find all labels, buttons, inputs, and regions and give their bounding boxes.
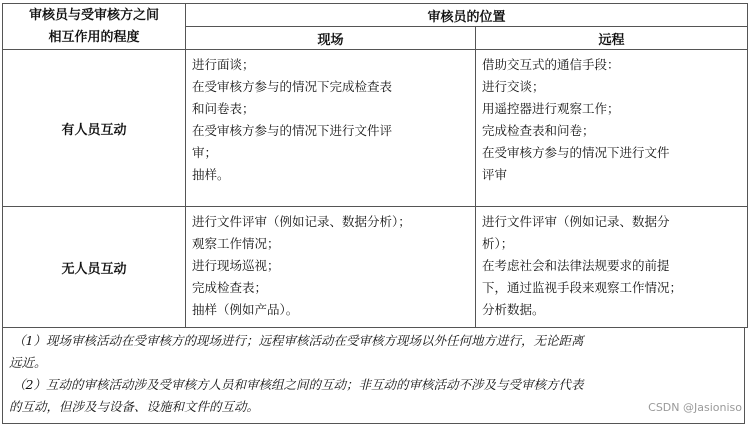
text-line: 在考虑社会和法律法规要求的前提	[482, 258, 670, 273]
column-header-remote: 远程	[476, 27, 748, 50]
footnote-line: （1）现场审核活动在受审核方的现场进行；远程审核活动在受审核方现场以外任何地方进行，无论距离	[13, 333, 584, 348]
text-line: 在受审核方参与的情况下进行文件	[482, 145, 670, 160]
text-line: 用遥控器进行观察工作；	[482, 101, 620, 116]
source-watermark: CSDN @Jasioniso	[648, 401, 742, 414]
text-line: 抽样（例如产品）。	[192, 302, 299, 317]
text-line: 下，通过监视手段来观察工作情况；	[482, 280, 683, 295]
corner-header-cell	[3, 4, 186, 50]
header-row-1	[3, 4, 748, 27]
footnote-line: （2）互动的审核活动涉及受审核方人员和审核组之间的互动；非互动的审核活动不涉及与受审核方代表	[13, 377, 584, 392]
cell-with-interaction-remote	[476, 50, 748, 207]
text-line: 抽样。	[192, 167, 230, 182]
table-row-with-interaction	[3, 50, 748, 207]
text-line: 析）；	[482, 236, 514, 251]
row-label-without-interaction: 无人员互动	[3, 207, 186, 328]
row-label-with-interaction: 有人员互动	[3, 50, 186, 207]
text-line: 在受审核方参与的情况下进行文件评	[192, 123, 393, 138]
cell-without-interaction-remote	[476, 207, 748, 328]
table-footnotes	[2, 328, 745, 424]
text-line: 完成检查表；	[192, 280, 268, 295]
text-line: 进行文件评审（例如记录、数据分析）；	[192, 214, 411, 229]
table-row-without-interaction	[3, 207, 748, 328]
text-line: 进行交谈；	[482, 79, 545, 94]
cell-without-interaction-onsite	[186, 207, 476, 328]
text-line: 进行文件评审（例如记录、数据分	[482, 214, 670, 229]
text-line: 审；	[192, 145, 218, 160]
text-line: 分析数据。	[482, 302, 545, 317]
footnote-line: 的互动，但涉及与设备、设施和文件的互动。	[9, 399, 260, 414]
text-line: 进行现场巡视；	[192, 258, 280, 273]
corner-header-line-2: 相互作用的程度	[48, 29, 140, 45]
text-line: 借助交互式的通信手段：	[482, 57, 620, 72]
text-line: 评审	[482, 167, 508, 182]
corner-header-line-1: 审核员与受审核方之间	[28, 7, 159, 23]
text-line: 和问卷表；	[192, 101, 255, 116]
document-table-figure	[2, 3, 747, 417]
text-line: 进行面谈；	[192, 57, 255, 72]
text-line: 完成检查表和问卷；	[482, 123, 595, 138]
column-header-onsite: 现场	[186, 27, 476, 50]
footnote-line: 远近。	[9, 355, 47, 370]
audit-interaction-table	[2, 3, 748, 328]
cell-with-interaction-onsite	[186, 50, 476, 207]
text-line: 在受审核方参与的情况下完成检查表	[192, 79, 393, 94]
text-line: 观察工作情况；	[192, 236, 280, 251]
group-header-auditor-position: 审核员的位置	[186, 4, 748, 27]
